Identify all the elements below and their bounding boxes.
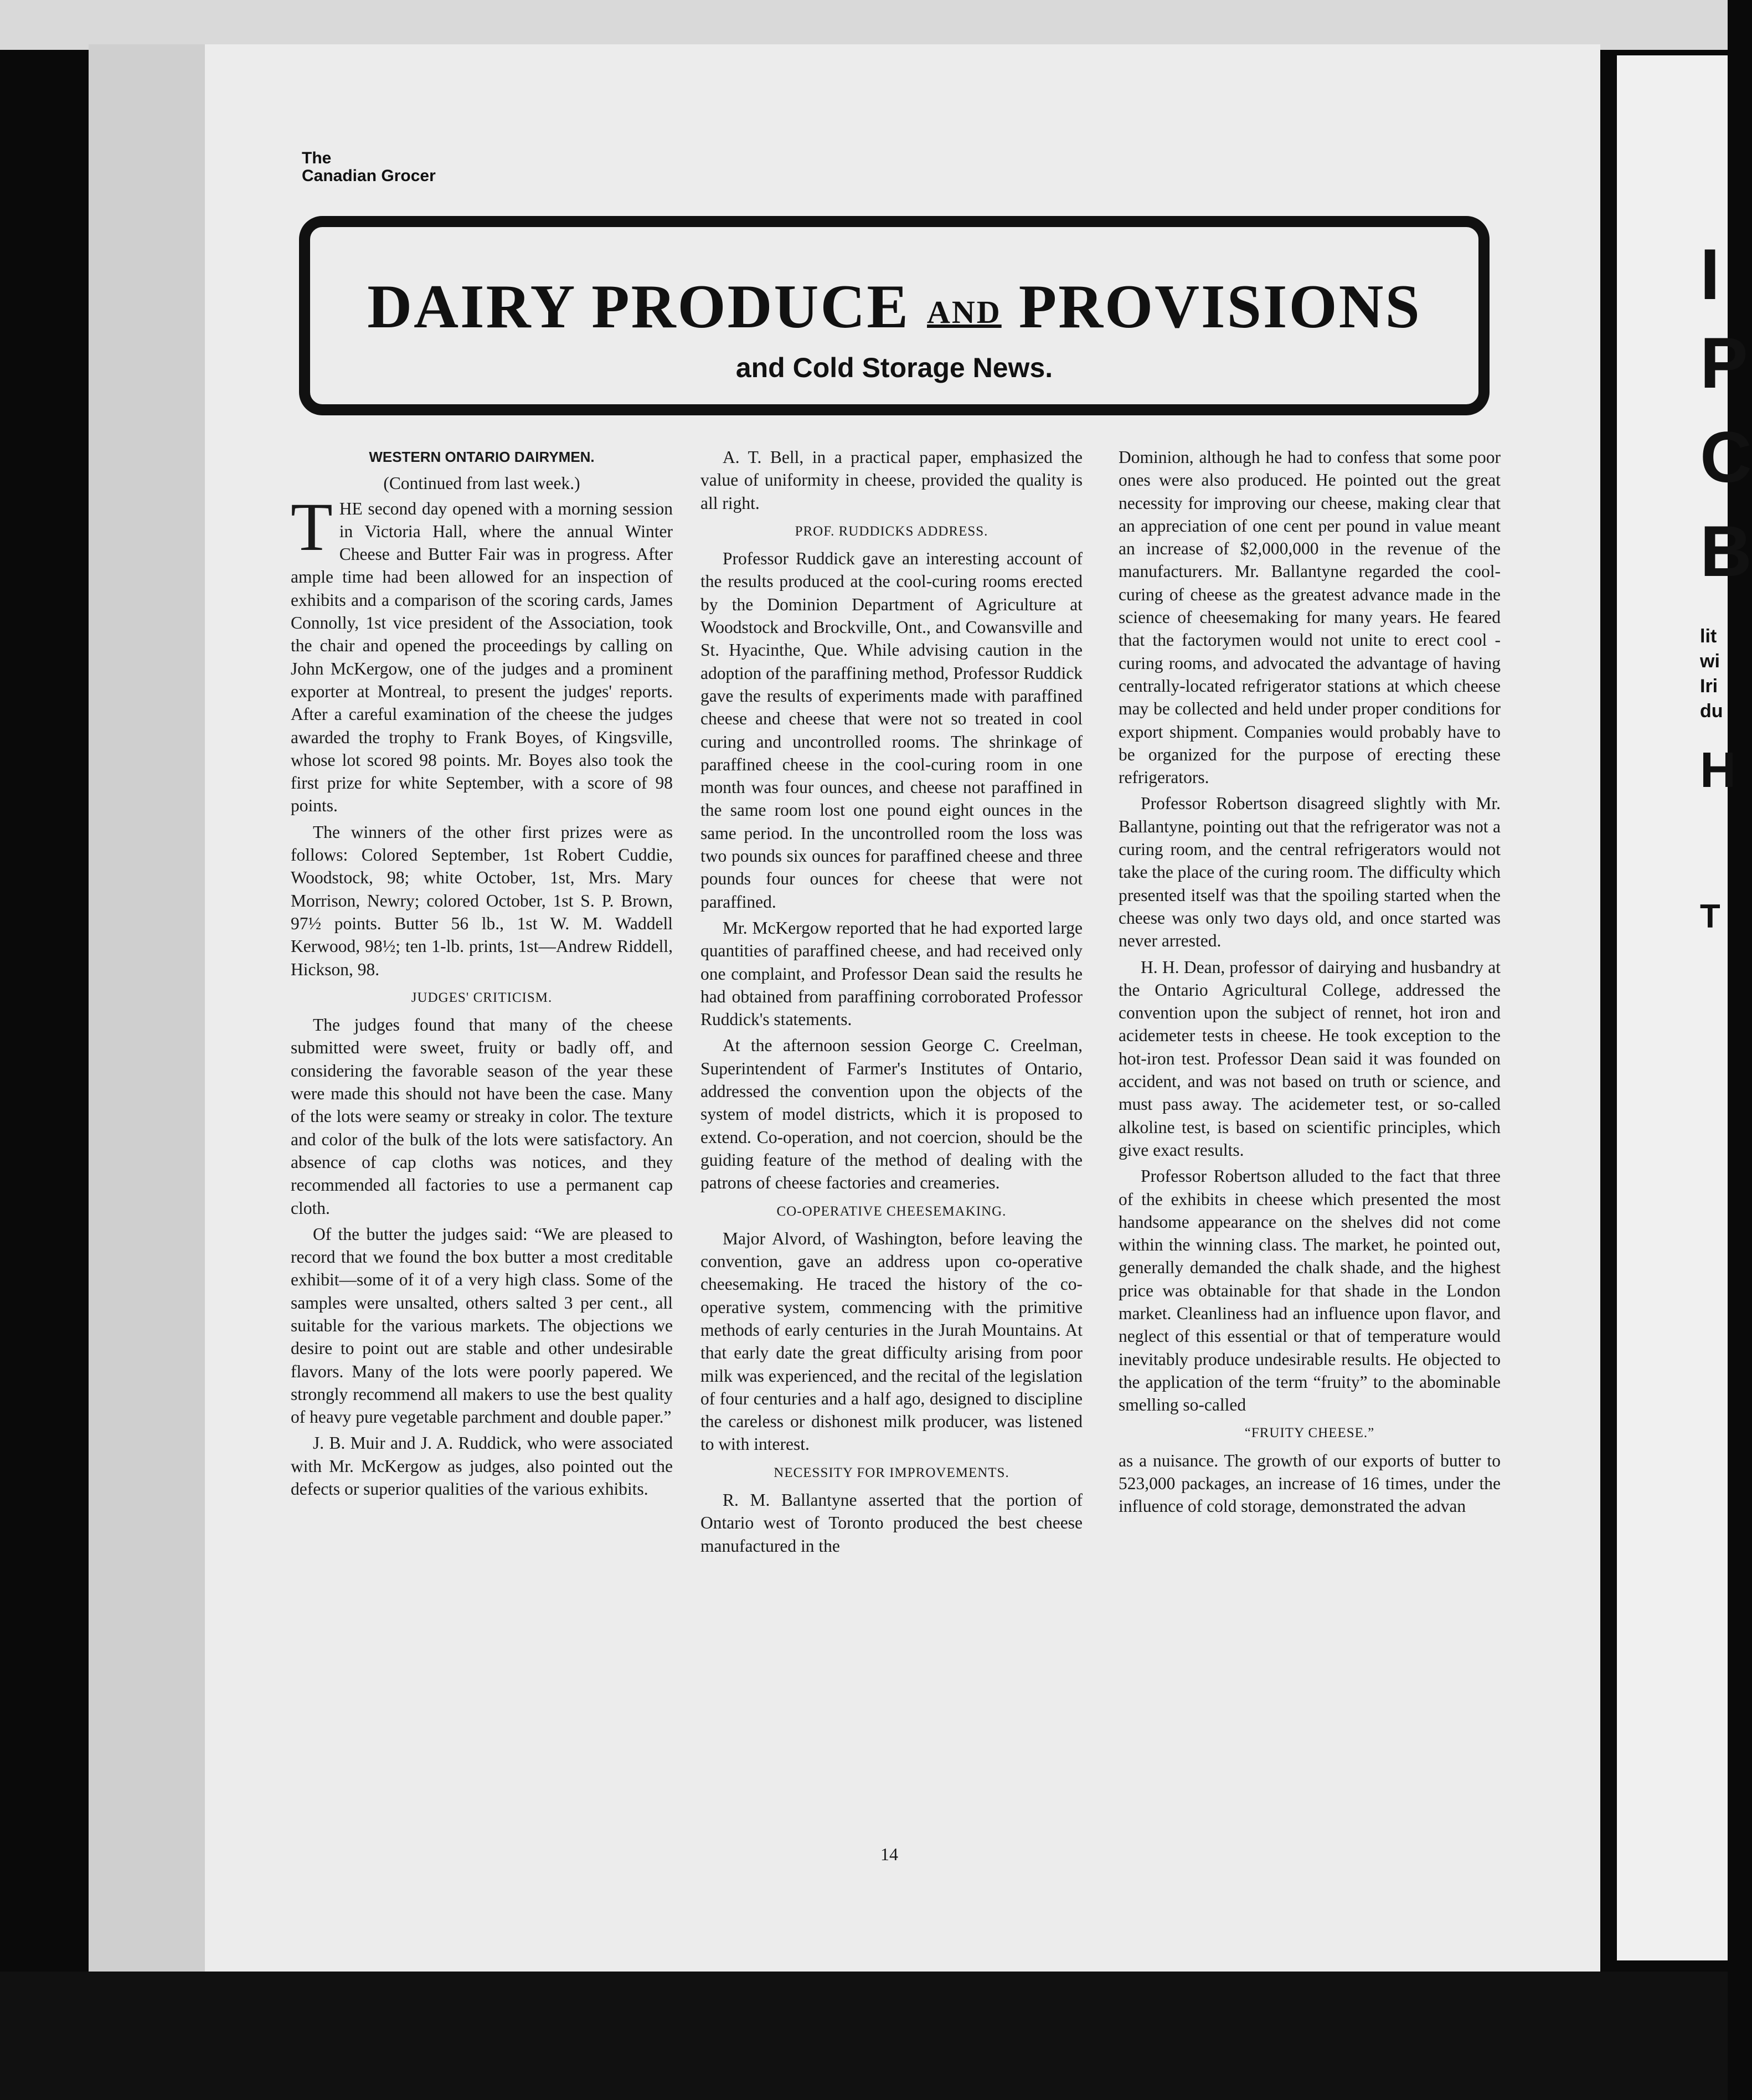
- title-part-1: DAIRY PRODUCE: [367, 272, 910, 341]
- continued-note: (Continued from last week.): [383, 473, 580, 493]
- adjacent-fragment: du: [1700, 701, 1723, 722]
- paragraph: Professor Robertson alluded to the fact that three of the exhibits in cheese which presented the most handsome appearance on the shelves did not come within the winning class. The market, he pointed out, generally demanded the chalk shade, and the highest price was obtainable for that shade in the London market. Cleanliness had an influence upon flavor, and neglect of this essential or that of temperature would inevitably produce undesirable results. He objected to the application of the term “fruity” to the abominable smelling so-called: [1119, 1166, 1501, 1415]
- subheading-ruddick-address: PROF. RUDDICKS ADDRESS.: [795, 523, 988, 539]
- column-3: [1119, 446, 1501, 1847]
- masthead-line-2: Canadian Grocer: [302, 167, 436, 185]
- paragraph: Professor Ruddick gave an interesting account of the results produced at the cool-curing rooms erected by the Dominion Department of Agriculture at Woodstock and Brockville, Ont., and Cowansville and St. Hyacinthe, Que. While advising caution in the adoption of the paraffining method, Professor Ruddick gave the results of experiments made with paraffined cheese and cheese that were not so treated in cool curing and uncontrolled rooms. The shrinkage of paraffined cheese in the cool-curing room in one month was four ounces, and cheese not paraffined in the same room lost one pound eight ounces in the same period. In the uncontrolled room the loss was two pounds six ounces for paraffined cheese and three pounds four ounces for cheese that were not paraffined.: [700, 549, 1083, 912]
- paragraph: H. H. Dean, professor of dairying and husbandry at the Ontario Agricultural College, addressed the convention upon the subject of rennet, hot iron and acidemeter tests in cheese. He took exception to the hot-iron test. Professor Dean said it was founded on accident, and was not based on truth or science, and must pass away. The acidemeter test, or so-called alkoline test, is based on scientific principles, which give exact results.: [1119, 957, 1501, 1160]
- paragraph: as a nuisance. The growth of our exports of butter to 523,000 packages, an increase of 16 times, under the influence of cold storage, demonstrated the advan: [1119, 1450, 1501, 1516]
- column-1: [291, 446, 673, 1847]
- paragraph: Dominion, although he had to confess that some poor ones were also produced. He pointed out the great necessity for improving our cheese, making clear that an appreciation of one cent per pound in value meant an increase of $2,000,000 in the revenue of the manufacturers. Mr. Ballantyne regarded the cool-curing of cheese as the greatest advance made in the science of cheesemaking for many years. He feared that the factorymen would not unite to erect cool - curing rooms, and advocated the advantage of having centrally-located refrigerator stations at which cheese may be collected and held under proper conditions for export shipment. Companies would probably have to be organized for the purpose of erecting these refrigerators.: [1119, 447, 1501, 787]
- subheading-fruity-cheese: “FRUITY CHEESE.”: [1244, 1425, 1375, 1441]
- paragraph: Professor Robertson disagreed slightly with Mr. Ballantyne, pointing out that the refrigerator was not a curing room, and the central refrigerators would not take the place of the curing room. The difficulty which presented itself was that the spoiling started when the cheese was only two days old, and once started was never arrested.: [1119, 794, 1501, 951]
- book-page-edges: [89, 44, 208, 1983]
- title-and: AND: [927, 294, 1002, 330]
- paragraph: R. M. Ballantyne asserted that the portion of Ontario west of Toronto produced the best cheese manufactured in the: [700, 1490, 1083, 1556]
- adjacent-fragment: lit: [1700, 626, 1717, 647]
- adjacent-fragment: B: [1700, 511, 1752, 591]
- scan-border-top: [0, 0, 1728, 50]
- subheading-judges-criticism: JUDGES' CRITICISM.: [411, 990, 553, 1005]
- article-heading: WESTERN ONTARIO DAIRYMEN.: [369, 449, 595, 465]
- paragraph: At the afternoon session George C. Creelman, Superintendent of Farmer's Institutes of Ontario, addressed the convention upon the objects of the system of model districts, which it is proposed to extend. Co-operation, and not coercion, should be the guiding feature of the method of dealing with the patrons of cheese factories and creameries.: [700, 1036, 1083, 1193]
- paragraph: The judges found that many of the cheese submitted were sweet, fruity or badly off, and considering the favorable season of the year these were made this should not have been the case. Many of the lots were seamy or streaky in color. The texture and color of the bulk of the lots were satisfactory. An absence of cap cloths was notices, and they recommended all factories to use a permanent cap cloth.: [291, 1015, 673, 1218]
- title-part-2: PROVISIONS: [1018, 272, 1421, 341]
- paragraph: Of the butter the judges said: “We are pleased to record that we found the box butter a most creditable exhibit—some of it of a very high class. Some of the samples were unsalted, others salted 3 per cent., all suitable for the various markets. The objections we desire to point out are stable and other undesirable flavors. Many of the lots were poorly papered. We strongly recommend all makers to use the best quality of heavy pure vegetable parchment and double paper.”: [291, 1224, 673, 1427]
- subheading-necessity-improvements: NECESSITY FOR IMPROVEMENTS.: [774, 1465, 1009, 1480]
- subheading-cooperative-cheesemaking: CO-OPERATIVE CHEESEMAKING.: [776, 1203, 1007, 1219]
- paragraph: Mr. McKergow reported that he had exported large quantities of paraffined cheese, and had received only one complaint, and Professor Dean said the results he had obtained from paraffining corroborated Professor Ruddick's statements.: [700, 918, 1083, 1030]
- adjacent-fragment: Iri: [1700, 676, 1718, 697]
- section-title-box: [299, 216, 1490, 415]
- adjacent-fragment: I: [1700, 234, 1720, 315]
- paragraph: Major Alvord, of Washington, before leaving the convention, gave an address upon co-operative cheesemaking. He traced the history of the co-operative system, commencing with the primitive methods of early centuries in the Jurah Mountains. At that early date the great difficulty arising from poor milk was experienced, and the recital of the legislation of four centuries and a half ago, designed to discipline the careless or dishonest milk producer, was listened to with interest.: [700, 1228, 1083, 1454]
- paragraph: J. B. Muir and J. A. Ruddick, who were associated with Mr. McKergow as judges, also pointed out the defects or superior qualities of the various exhibits.: [291, 1433, 673, 1499]
- masthead-line-1: The: [302, 149, 332, 167]
- adjacent-fragment: T: [1700, 898, 1720, 935]
- drop-cap: T: [291, 488, 333, 565]
- adjacent-fragment: P: [1700, 322, 1748, 403]
- paragraph: THE second day opened with a morning session in Victoria Hall, where the annual Winter Cheese and Butter Fair was in progress. After ample time had been allowed for an inspection of exhibits and a comparison of the scoring cards, James Connolly, 1st vice president of the Association, took the chair and opened the proceedings by calling on John McKergow, one of the judges and a prominent exporter at Montreal, to present the judges' reports. After a careful examination of the cheese the judges awarded the trophy to Frank Boyes, of Kingsville, whose lot scored 98 points. Mr. Boyes also took the first prize for white September, with a score of 98 points.: [291, 488, 673, 816]
- section-title: [310, 271, 1478, 343]
- column-2: [700, 446, 1083, 1847]
- masthead: [302, 150, 436, 185]
- page-number: 14: [880, 1844, 898, 1864]
- paragraph: A. T. Bell, in a practical paper, emphasized the value of uniformity in cheese, provided the quality is all right.: [700, 447, 1083, 513]
- paragraph: The winners of the other first prizes were as follows: Colored September, 1st Robert Cuddie, Woodstock, 98; white October, 1st, Mrs. Mary Morrison, Newry; colored October, 1st S. P. Brown, 97½ points. Butter 56 lb., 1st W. M. Waddell Kerwood, 98½; ten 1-lb. prints, 1st—Andrew Riddell, Hickson, 98.: [291, 822, 673, 979]
- scan-border-bottom: [0, 1972, 1728, 2100]
- adjacent-fragment: C: [1700, 416, 1752, 497]
- adjacent-page: [1617, 55, 1752, 1960]
- section-subtitle: and Cold Storage News.: [735, 352, 1053, 383]
- adjacent-fragment: wi: [1700, 651, 1720, 672]
- adjacent-fragment: H: [1700, 743, 1736, 798]
